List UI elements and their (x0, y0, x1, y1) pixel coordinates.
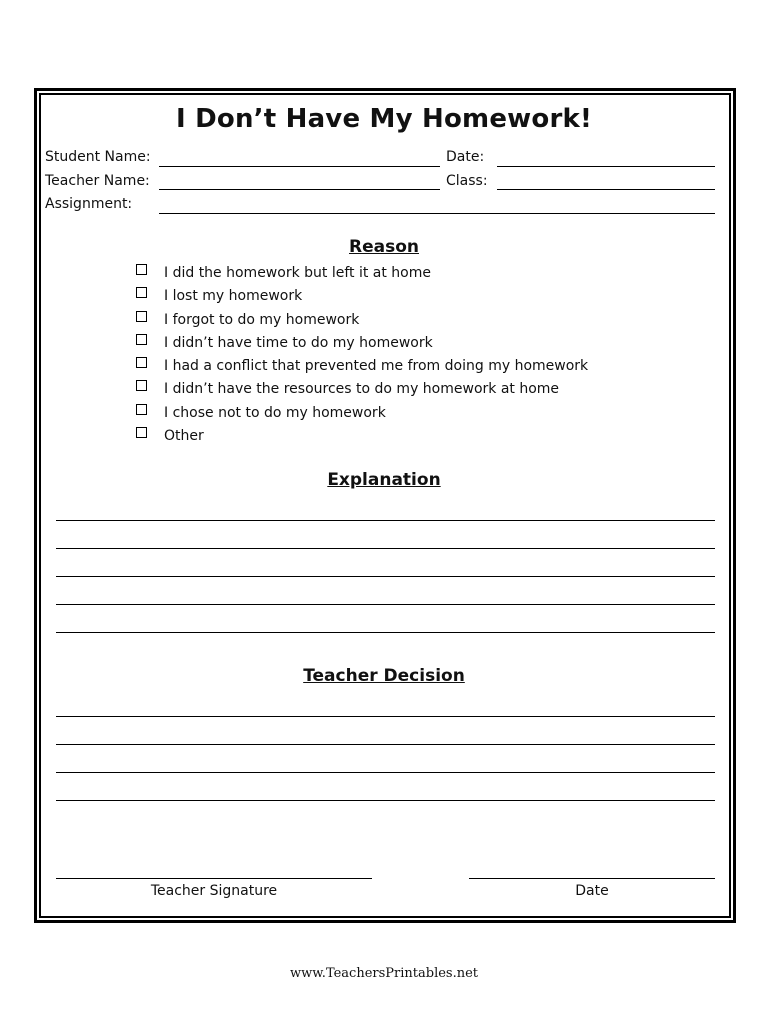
checkbox[interactable] (136, 334, 147, 345)
reason-option-label: I lost my homework (164, 288, 303, 305)
explanation-line[interactable] (56, 520, 715, 521)
teacher-signature-line[interactable] (56, 878, 372, 879)
page-border-inner (39, 93, 731, 918)
checkbox[interactable] (136, 264, 147, 275)
explanation-line[interactable] (56, 548, 715, 549)
explanation-line[interactable] (56, 604, 715, 605)
decision-line[interactable] (56, 744, 715, 745)
teacher-name-line[interactable] (159, 189, 440, 190)
explanation-heading: Explanation (327, 470, 441, 490)
signature-date-line[interactable] (469, 878, 715, 879)
reason-option (136, 309, 588, 332)
decision-line[interactable] (56, 800, 715, 801)
reason-option-label: Other (164, 428, 204, 445)
checkbox[interactable] (136, 404, 147, 415)
checkbox[interactable] (136, 311, 147, 322)
reason-option-label: I did the homework but left it at home (164, 265, 431, 281)
checkbox[interactable] (136, 287, 147, 298)
reason-option-label: I didn’t have time to do my homework (164, 334, 433, 351)
reason-option (136, 262, 588, 285)
reason-heading: Reason (349, 237, 419, 257)
reason-option (136, 378, 588, 401)
teacher-signature-label: Teacher Signature (150, 883, 278, 899)
reason-list (136, 262, 588, 448)
reason-option-label: I chose not to do my homework (164, 404, 386, 421)
reason-option (136, 402, 588, 425)
reason-option (136, 425, 588, 448)
explanation-line[interactable] (56, 576, 715, 577)
form-title: I Don’t Have My Homework! (175, 104, 593, 134)
checkbox[interactable] (136, 380, 147, 391)
decision-line[interactable] (56, 716, 715, 717)
teacher-name-label: Teacher Name: (45, 173, 150, 189)
assignment-line[interactable] (159, 213, 715, 214)
reason-option-label: I forgot to do my homework (164, 311, 360, 328)
teacher-decision-heading: Teacher Decision (303, 666, 465, 686)
reason-option (136, 355, 588, 378)
signature-date-label: Date (575, 883, 609, 899)
class-label: Class: (446, 173, 488, 189)
checkbox[interactable] (136, 357, 147, 368)
reason-option-label: I had a conflict that prevented me from doing my homework (164, 358, 589, 375)
assignment-label: Assignment: (45, 196, 133, 212)
footer-url: www.TeachersPrintables.net (289, 966, 479, 981)
reason-option (136, 285, 588, 308)
student-name-line[interactable] (159, 166, 440, 167)
date-line[interactable] (497, 166, 715, 167)
reason-option (136, 332, 588, 355)
date-label: Date: (446, 149, 485, 165)
student-name-label: Student Name: (45, 149, 151, 165)
class-line[interactable] (497, 189, 715, 190)
checkbox[interactable] (136, 427, 147, 438)
decision-line[interactable] (56, 772, 715, 773)
explanation-line[interactable] (56, 632, 715, 633)
reason-option-label: I didn’t have the resources to do my homework at home (164, 381, 560, 398)
